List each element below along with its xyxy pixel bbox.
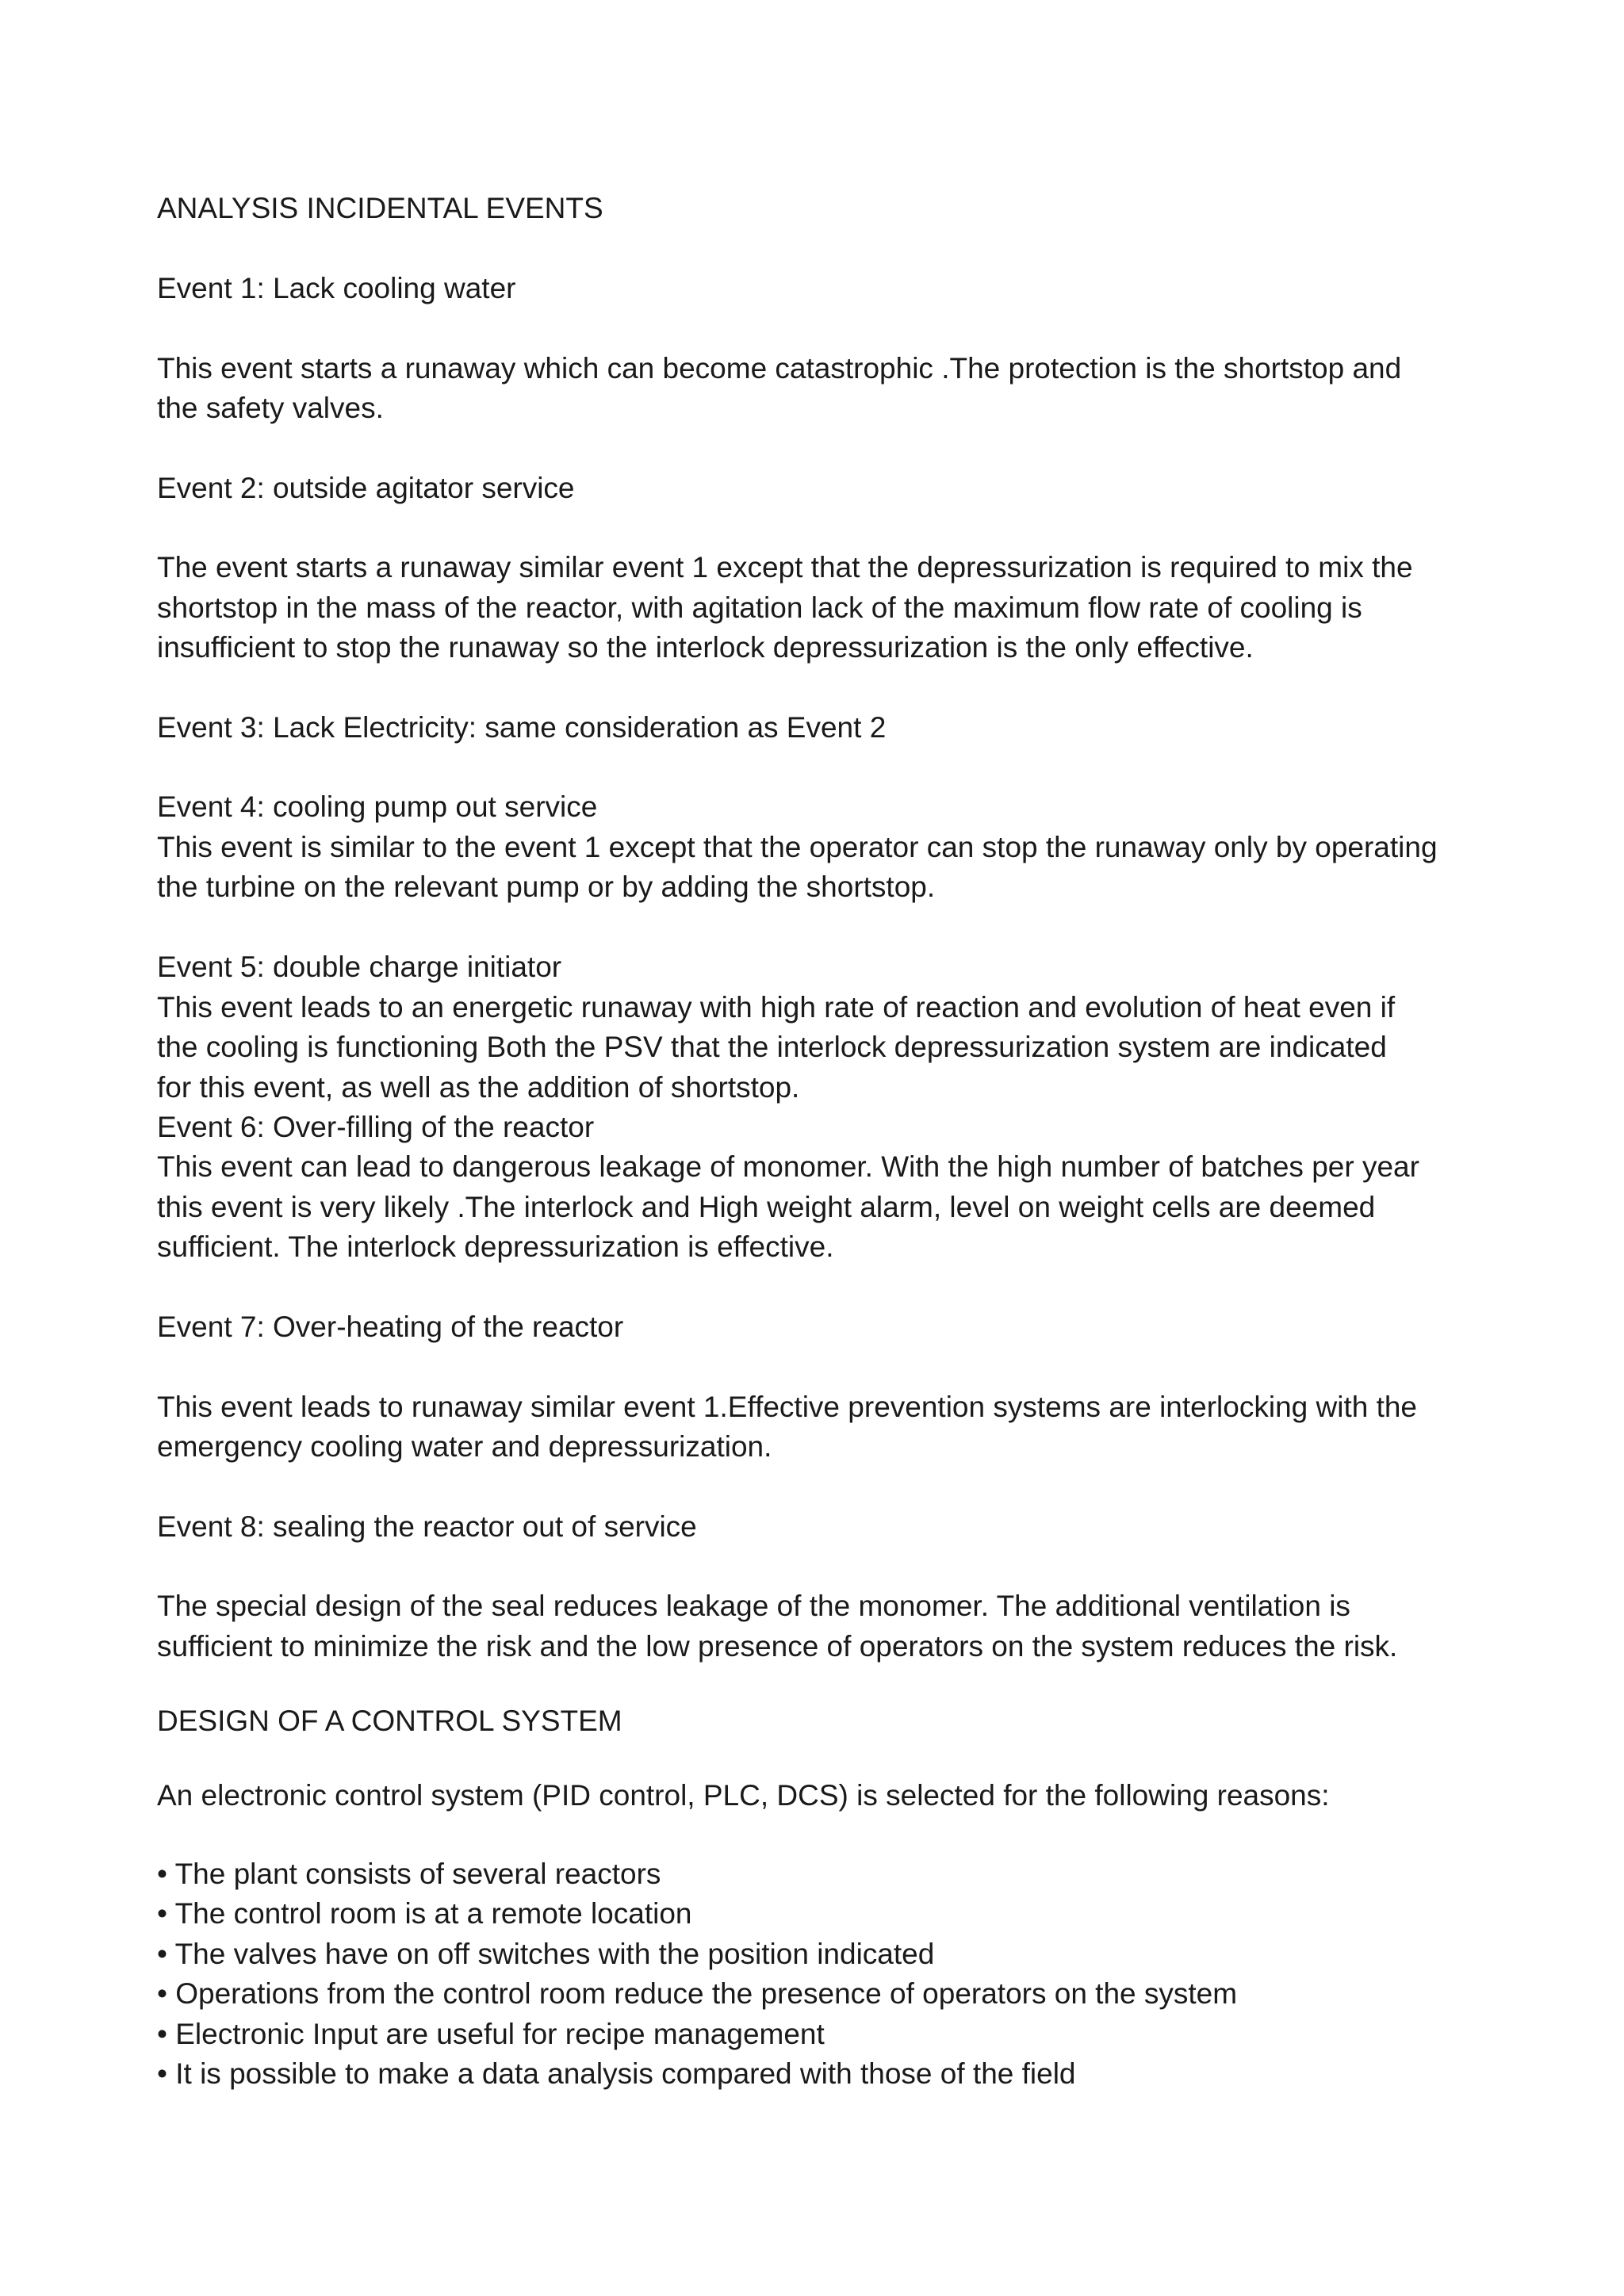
section-heading-incidental-events: ANALYSIS INCIDENTAL EVENTS <box>157 192 603 224</box>
bullet-item: • The plant consists of several reactors <box>157 1858 661 1890</box>
event-7-title: Event 7: Over-heating of the reactor <box>157 1311 624 1343</box>
bullet-item: • Operations from the control room reduce the presence of operators on the system <box>157 1977 1238 2010</box>
bullet-item: • The control room is at a remote location <box>157 1897 692 1930</box>
bullet-item: • It is possible to make a data analysis compared with those of the field <box>157 2057 1076 2090</box>
event-7-body-line: This event leads to runaway similar event 1.Effective prevention systems are interlocking with the <box>157 1391 1418 1423</box>
event-2-body-line: shortstop in the mass of the reactor, with agitation lack of the maximum flow rate of cooling is <box>157 591 1362 624</box>
event-6-body-line: This event can lead to dangerous leakage of monomer. With the high number of batches per year <box>157 1150 1419 1183</box>
event-5-body-line: This event leads to an energetic runaway with high rate of reaction and evolution of heat even if <box>157 991 1396 1024</box>
event-2-body-line: insufficient to stop the runaway so the interlock depressurization is the only effective. <box>157 631 1254 664</box>
event-8-title: Event 8: sealing the reactor out of service <box>157 1510 697 1543</box>
event-2-title: Event 2: outside agitator service <box>157 472 575 504</box>
event-5-title: Event 5: double charge initiator <box>157 951 562 983</box>
event-7-body-line: emergency cooling water and depressurization. <box>157 1430 772 1463</box>
control-intro: An electronic control system (PID control, PLC, DCS) is selected for the following reasons: <box>157 1779 1330 1812</box>
bullet-item: • Electronic Input are useful for recipe management <box>157 2018 825 2050</box>
section-heading-control-system: DESIGN OF A CONTROL SYSTEM <box>157 1705 622 1737</box>
event-4-body-line: the turbine on the relevant pump or by adding the shortstop. <box>157 871 936 903</box>
event-4-body-line: This event is similar to the event 1 except that the operator can stop the runaway only by operating <box>157 831 1438 863</box>
event-4-title: Event 4: cooling pump out service <box>157 790 598 823</box>
event-6-body-line: this event is very likely .The interlock and High weight alarm, level on weight cells are deemed <box>157 1191 1376 1223</box>
event-6-body-line: sufficient. The interlock depressurization is effective. <box>157 1230 834 1263</box>
event-3-title: Event 3: Lack Electricity: same consideration as Event 2 <box>157 711 887 744</box>
event-2-body-line: The event starts a runaway similar event 1 except that the depressurization is required to mix the <box>157 551 1413 584</box>
bullet-item: • The valves have on off switches with the position indicated <box>157 1938 935 1970</box>
event-5-body-line: for this event, as well as the addition of shortstop. <box>157 1071 800 1104</box>
event-1-title: Event 1: Lack cooling water <box>157 272 516 304</box>
event-8-body-line: The special design of the seal reduces leakage of the monomer. The additional ventilation is <box>157 1590 1350 1622</box>
event-6-title: Event 6: Over-filling of the reactor <box>157 1111 595 1143</box>
event-5-body-line: the cooling is functioning Both the PSV that the interlock depressurization system are indicated <box>157 1031 1387 1063</box>
event-1-body-line: the safety valves. <box>157 392 384 424</box>
event-8-body-line: sufficient to minimize the risk and the low presence of operators on the system reduces the risk. <box>157 1630 1398 1663</box>
event-1-body-line: This event starts a runaway which can become catastrophic .The protection is the shortstop and <box>157 352 1402 385</box>
